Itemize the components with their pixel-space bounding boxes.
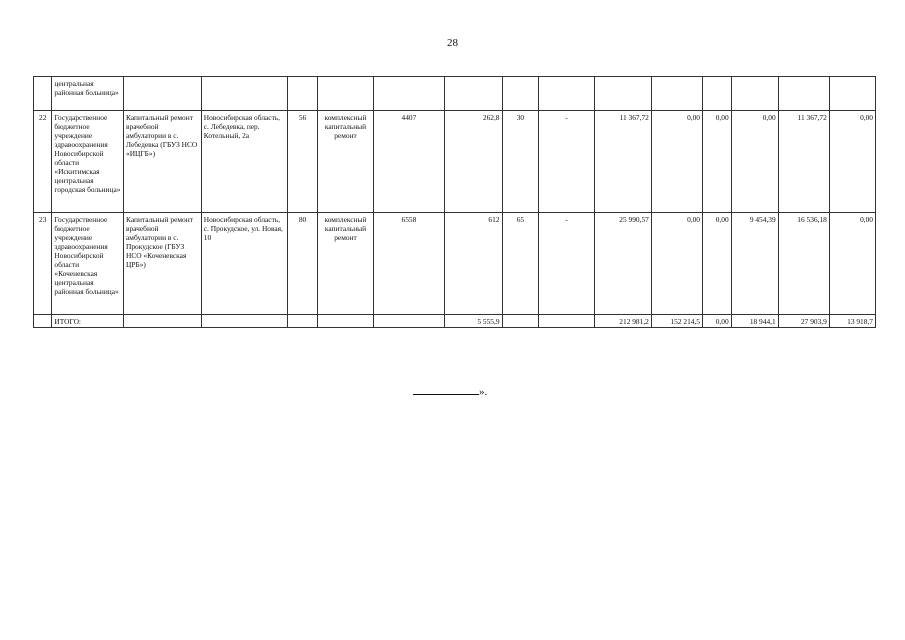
cell-c9: 30 (502, 111, 539, 213)
cell-c15: 11 367,72 (778, 111, 829, 213)
cell-name: Государственное бюджетное учреждение здравоохранения Новосибирской области «Коченевская центральная районная больница» (52, 213, 124, 315)
cell-type: комплексный капитальный ремонт (318, 111, 373, 213)
cell-name: Государственное бюджетное учреждение здравоохранения Новосибирской области «Искитимская центральная городская больница» (52, 111, 124, 213)
cell-num: 22 (34, 111, 52, 213)
cell-num: 23 (34, 213, 52, 315)
cell-c13: 0,00 (703, 111, 732, 213)
cell-total-c14: 18 944,1 (731, 315, 778, 328)
cell-address: Новосибирская область, с. Прокудское, ул. Новая, 10 (201, 213, 287, 315)
cell-c5: 80 (287, 213, 318, 315)
cell-work: Капитальный ремонт врачебной амбулатории в с. Прокудское (ГБУЗ НСО «Коченевская ЦРБ») (124, 213, 202, 315)
cell-c8: 612 (445, 213, 502, 315)
cell-work: Капитальный ремонт врачебной амбулатории в с. Лебедевка (ГБУЗ НСО «ИЦГБ») (124, 111, 202, 213)
objects-table (33, 76, 876, 328)
closing-quote: ». (479, 386, 488, 398)
cell-c7: 4407 (373, 111, 445, 213)
cell-c10: - (539, 213, 594, 315)
cell-c15: 16 536,18 (778, 213, 829, 315)
cell-c13: 0,00 (703, 213, 732, 315)
cell-c11: 11 367,72 (594, 111, 651, 213)
cell-c12: 0,00 (651, 213, 702, 315)
cell-total-c8: 5 555,9 (445, 315, 502, 328)
table-row-total (34, 315, 876, 328)
cell-total-c15: 27 903,9 (778, 315, 829, 328)
table-row (34, 213, 876, 315)
cell-name: центральная районная больница» (52, 77, 124, 111)
cell-total-c12: 152 214,5 (651, 315, 702, 328)
cell-c14: 0,00 (731, 111, 778, 213)
table-row (34, 111, 876, 213)
cell-c7: 6558 (373, 213, 445, 315)
cell-c11: 25 990,57 (594, 213, 651, 315)
cell-total-c13: 0,00 (703, 315, 732, 328)
cell-c9: 65 (502, 213, 539, 315)
cell-c12: 0,00 (651, 111, 702, 213)
cell-c16: 0,00 (829, 213, 875, 315)
table-row-continuation (34, 77, 876, 111)
cell-c14: 9 454,39 (731, 213, 778, 315)
cell-c10: - (539, 111, 594, 213)
cell-c8: 262,8 (445, 111, 502, 213)
cell-total-label: ИТОГО: (52, 315, 124, 328)
cell-address: Новосибирская область, с. Лебедевка, пер. Котельный, 2а (201, 111, 287, 213)
cell-total-c11: 212 981,2 (594, 315, 651, 328)
signature-line (413, 385, 479, 395)
page-number: 28 (447, 37, 458, 49)
cell-type: комплексный капитальный ремонт (318, 213, 373, 315)
cell-c16: 0,00 (829, 111, 875, 213)
closing-mark (413, 385, 487, 398)
cell-c5: 56 (287, 111, 318, 213)
cell-total-c16: 13 918,7 (829, 315, 875, 328)
